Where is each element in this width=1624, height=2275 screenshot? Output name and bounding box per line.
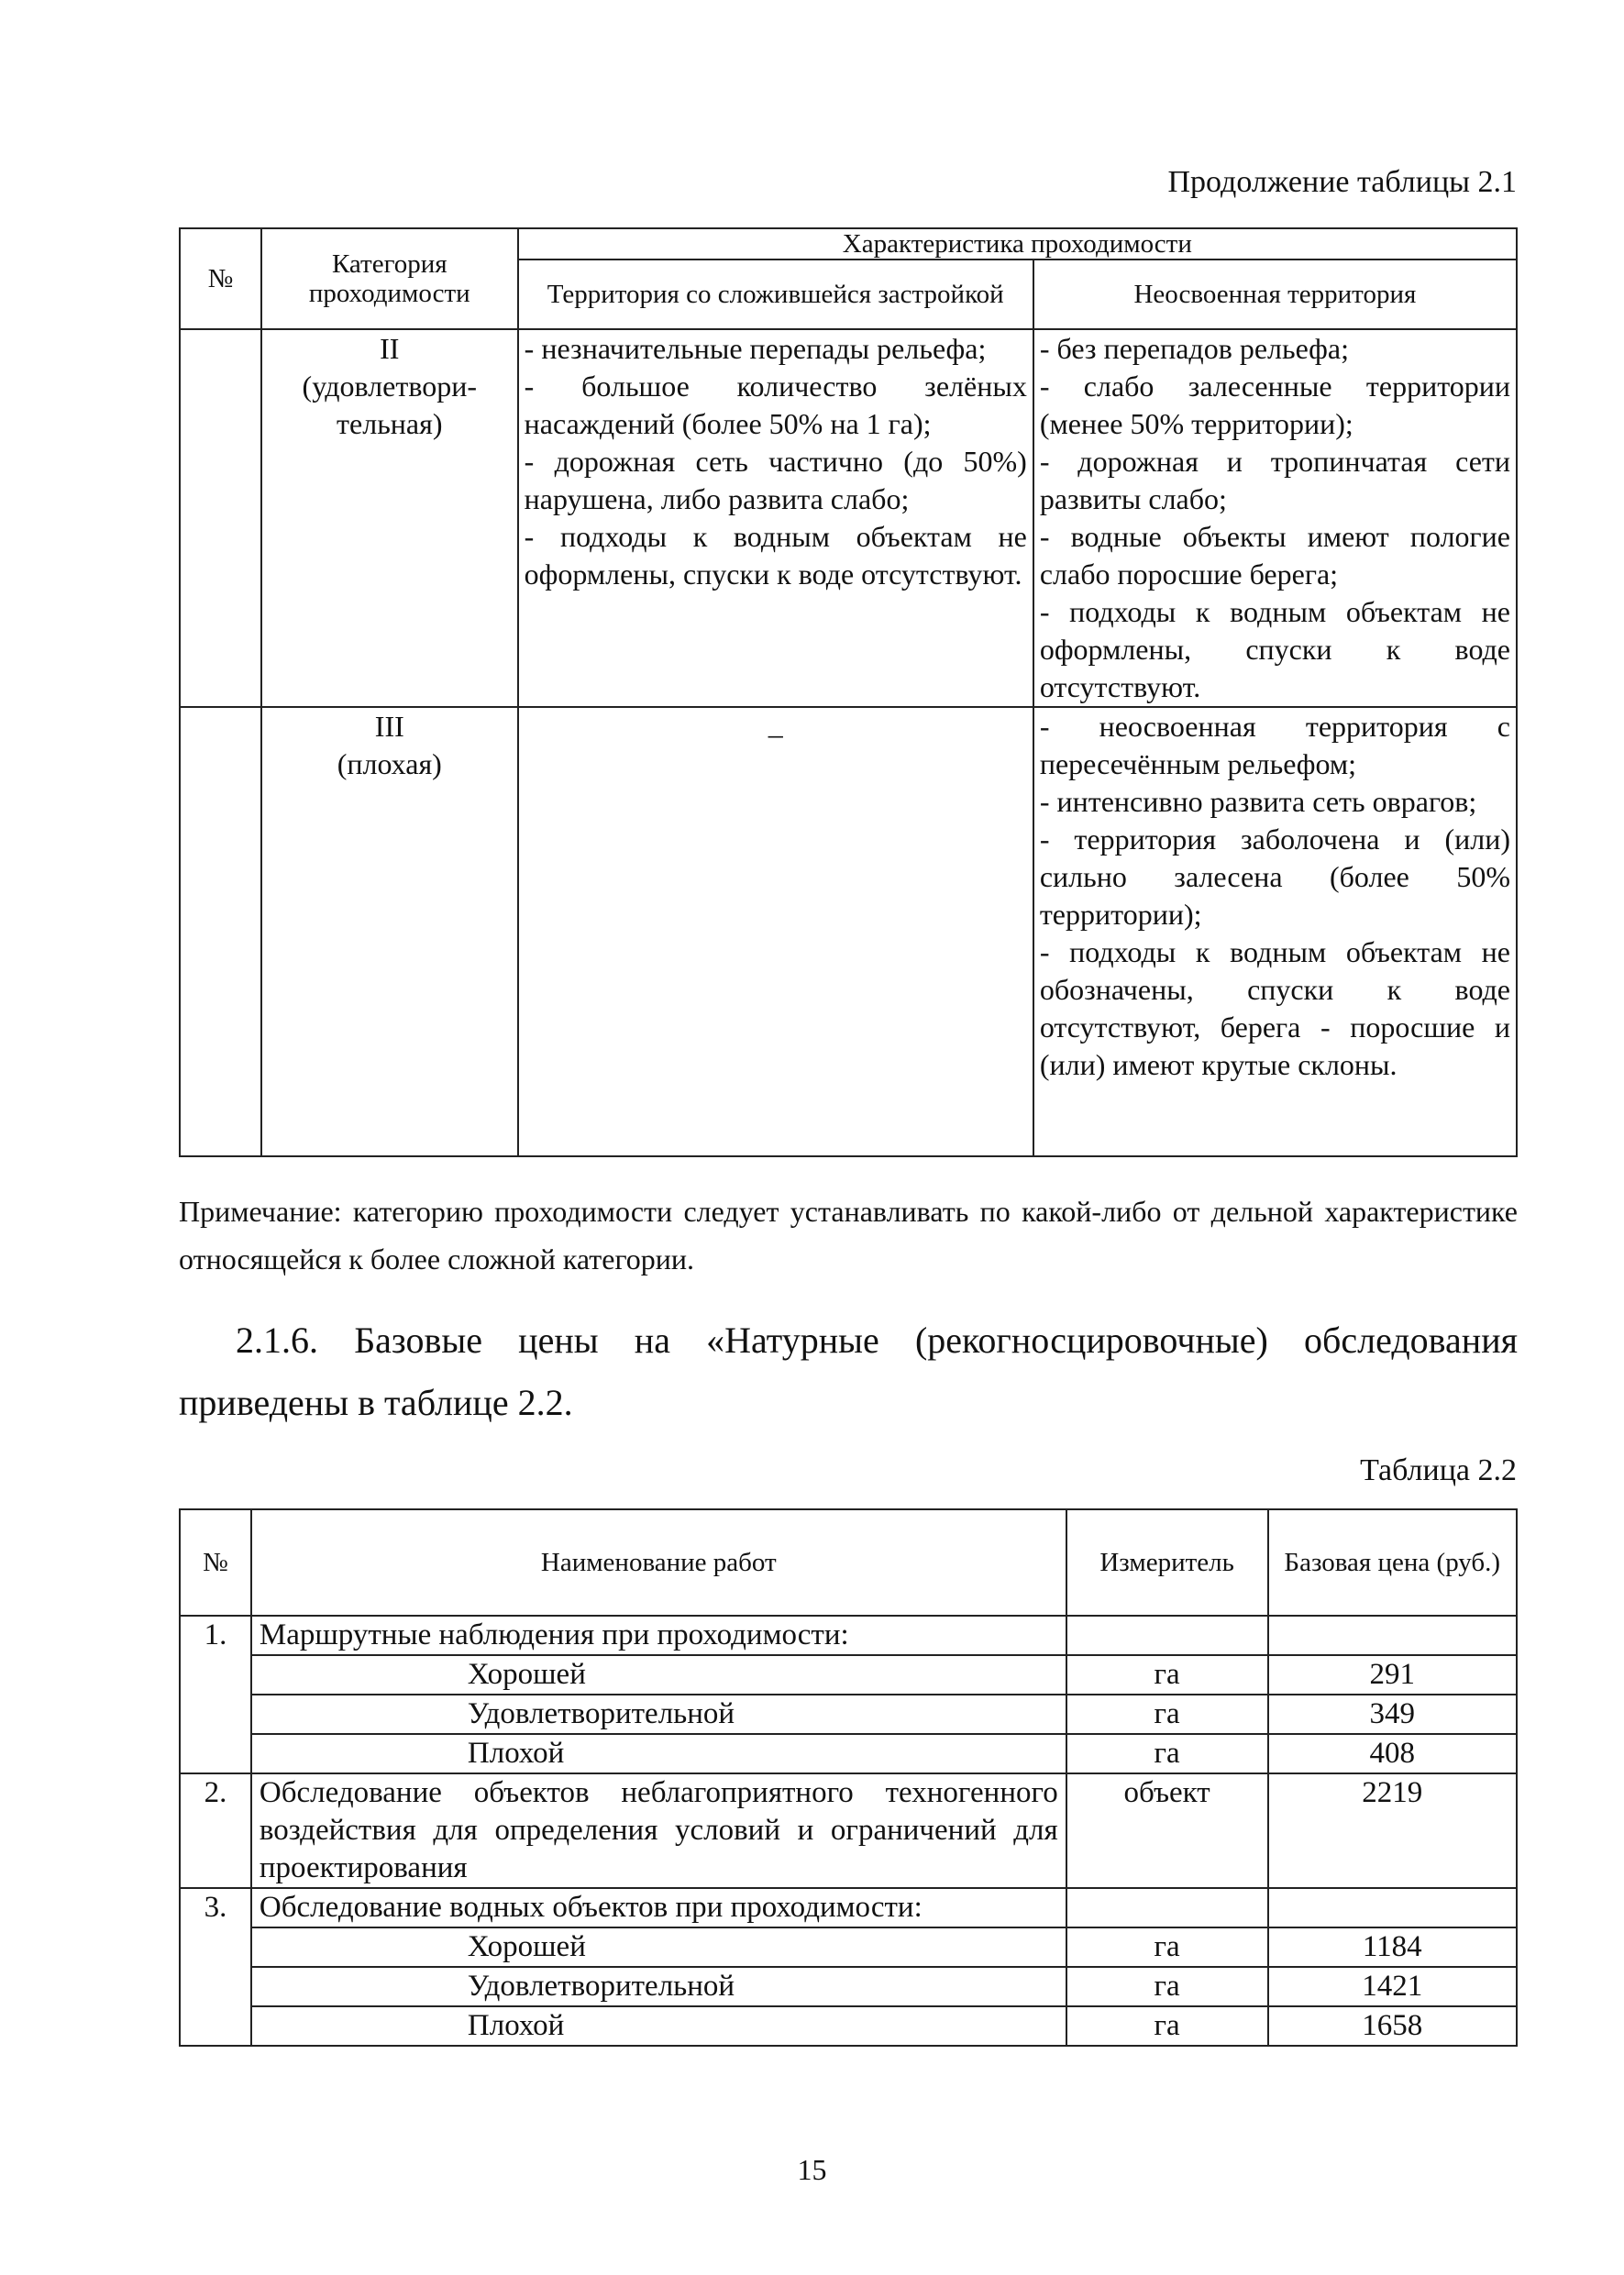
work-group-title: Маршрутные наблюдения при проходимости: <box>251 1616 1066 1655</box>
row-number-cell: 1. <box>180 1616 251 1773</box>
built-territory-cell <box>518 707 1033 1156</box>
column-header-undeveloped-territory: Неосвоенная территория <box>1033 260 1517 329</box>
list-item: - незначительные перепады рельефа; <box>524 332 987 365</box>
list-item: - интенсивно развита сеть оврагов; <box>1039 785 1477 818</box>
column-header-work-name: Наименование работ <box>251 1509 1066 1616</box>
table-row <box>180 1967 1517 2006</box>
table-row <box>180 1616 1517 1655</box>
row-number-cell: 3. <box>180 1888 251 2046</box>
work-group-title: Обследование водных объектов при проходимости: <box>251 1888 1066 1927</box>
price-cell: 2219 <box>1268 1773 1517 1888</box>
empty-value-dash: – <box>768 717 783 750</box>
row-number-cell <box>180 329 261 707</box>
price-cell: 291 <box>1268 1655 1517 1695</box>
column-header-number: № <box>180 228 261 329</box>
column-header-category: Категория проходимости <box>261 228 518 329</box>
table-continuation-caption: Продолжение таблицы 2.1 <box>1167 165 1517 199</box>
price-cell <box>1268 1616 1517 1655</box>
list-item: - без перепадов рельефа; <box>1039 332 1349 365</box>
table-row <box>180 1927 1517 1967</box>
table-row <box>180 1888 1517 1927</box>
list-item: - дорожная сеть частично (до 50%) нарушена, либо развита слабо; <box>524 445 1027 515</box>
work-name-cell: Плохой <box>251 1734 1066 1773</box>
undeveloped-territory-cell <box>1033 707 1517 1156</box>
category-name: (удовлетвори-тельная) <box>302 370 477 440</box>
unit-cell: га <box>1066 1967 1268 2006</box>
work-name-cell: Удовлетворительной <box>251 1967 1066 2006</box>
unit-cell: га <box>1066 1734 1268 1773</box>
built-territory-cell <box>518 329 1033 707</box>
price-cell: 1658 <box>1268 2006 1517 2046</box>
category-number: II <box>380 332 400 365</box>
table-row <box>180 707 1517 1156</box>
list-item: - большое количество зелёных насаждений (более 50% на 1 га); <box>524 370 1027 440</box>
list-item: - слабо залесенные территории (менее 50% территории); <box>1039 370 1510 440</box>
category-cell <box>261 329 518 707</box>
table-note: Примечание: категорию проходимости следует устанавливать по какой-либо от дельной характеристике относящейся к более сложной категории. <box>179 1195 1518 1276</box>
table-row <box>180 2006 1517 2046</box>
column-header-base-price: Базовая цена (руб.) <box>1268 1509 1517 1616</box>
table-row <box>180 329 1517 707</box>
list-item: - водные объекты имеют пологие слабо поросшие берега; <box>1039 520 1510 591</box>
unit-cell: га <box>1066 1655 1268 1695</box>
page-number: 15 <box>797 2153 827 2186</box>
list-item: - подходы к водным объектам не оформлены, спуски к воде отсутствуют. <box>1039 595 1510 703</box>
table-row <box>180 1734 1517 1773</box>
unit-cell <box>1066 1888 1268 1927</box>
price-cell <box>1268 1888 1517 1927</box>
unit-cell <box>1066 1616 1268 1655</box>
work-name-cell: Хорошей <box>251 1927 1066 1967</box>
work-name-cell: Плохой <box>251 2006 1066 2046</box>
undeveloped-territory-cell <box>1033 329 1517 707</box>
column-header-unit: Измеритель <box>1066 1509 1268 1616</box>
list-item: - подходы к водным объектам не оформлены, спуски к воде отсутствуют. <box>524 520 1027 591</box>
work-name-cell: Хорошей <box>251 1655 1066 1695</box>
list-item: - неосвоенная территория с пересечённым рельефом; <box>1039 710 1510 780</box>
list-item: - территория заболочена и (или) сильно залесена (более 50% территории); <box>1039 823 1510 931</box>
unit-cell: га <box>1066 2006 1268 2046</box>
price-cell: 1421 <box>1268 1967 1517 2006</box>
column-header-characteristic: Характеристика проходимости <box>518 228 1517 260</box>
passability-table <box>179 227 1518 1157</box>
section-paragraph: 2.1.6. Базовые цены на «Натурные (рекогносцировочные) обследования приведены в таблице 2.2. <box>179 1320 1518 1423</box>
column-header-number: № <box>180 1509 251 1616</box>
row-number-cell <box>180 707 261 1156</box>
table-caption: Таблица 2.2 <box>1360 1453 1517 1487</box>
price-cell: 1184 <box>1268 1927 1517 1967</box>
unit-cell: га <box>1066 1927 1268 1967</box>
price-cell: 349 <box>1268 1695 1517 1734</box>
work-name-cell: Удовлетворительной <box>251 1695 1066 1734</box>
table-row <box>180 1773 1517 1888</box>
unit-cell: га <box>1066 1695 1268 1734</box>
category-cell <box>261 707 518 1156</box>
price-cell: 408 <box>1268 1734 1517 1773</box>
table-row <box>180 1695 1517 1734</box>
column-header-built-territory: Территория со сложившейся застройкой <box>518 260 1033 329</box>
category-number: III <box>374 710 404 743</box>
work-name-cell: Обследование объектов неблагоприятного техногенного воздействия для определения условий и ограничений для проектирования <box>251 1773 1066 1888</box>
table-row <box>180 1655 1517 1695</box>
list-item: - дорожная и тропинчатая сети развиты слабо; <box>1039 445 1510 515</box>
category-name: (плохая) <box>337 747 442 780</box>
unit-cell: объект <box>1066 1773 1268 1888</box>
row-number-cell: 2. <box>180 1773 251 1888</box>
base-prices-table <box>179 1508 1518 2047</box>
list-item: - подходы к водным объектам не обозначены, спуски к воде отсутствуют, берега - поросшие и (или) имеют крутые склоны. <box>1039 935 1510 1081</box>
